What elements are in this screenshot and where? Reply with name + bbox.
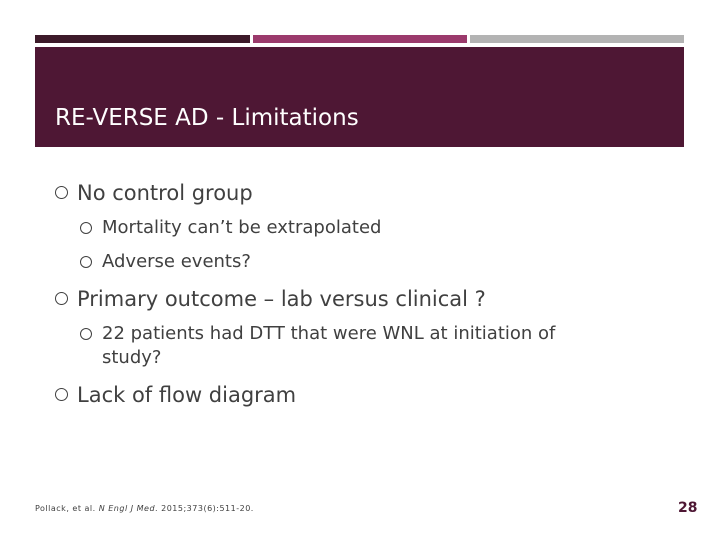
sub-bullet-item [80,322,602,370]
bullet-item [55,284,655,314]
citation [35,504,254,513]
top-bar-dark [35,35,250,43]
top-bar-gray [470,35,684,43]
circle-bullet-icon [55,292,68,305]
circle-bullet-icon [80,222,92,234]
bullet-item [55,178,655,208]
citation-authors: Pollack, et al. [35,504,96,513]
bullet-text: Adverse events? [102,251,251,272]
page-number: 28 [678,500,698,516]
circle-bullet-icon [80,256,92,268]
citation-details: . 2015;373(6):511-20. [155,504,254,513]
top-bar-magenta [253,35,467,43]
title-header [35,47,684,147]
sub-bullet-item [80,216,655,240]
bullet-text: Mortality can’t be extrapolated [102,217,382,238]
sub-bullet-item [80,250,655,274]
bullet-item [55,380,655,410]
citation-journal: N Engl J Med [98,504,156,513]
circle-bullet-icon [80,328,92,340]
bullet-list [55,178,655,418]
circle-bullet-icon [55,388,68,401]
bullet-text: No control group [77,181,253,205]
circle-bullet-icon [55,186,68,199]
bullet-text: Lack of flow diagram [77,383,297,407]
bullet-text: 22 patients had DTT that were WNL at initiation of study? [102,323,556,368]
slide-title: RE-VERSE AD - Limitations [55,105,359,131]
bullet-text: Primary outcome – lab versus clinical ? [77,287,486,311]
